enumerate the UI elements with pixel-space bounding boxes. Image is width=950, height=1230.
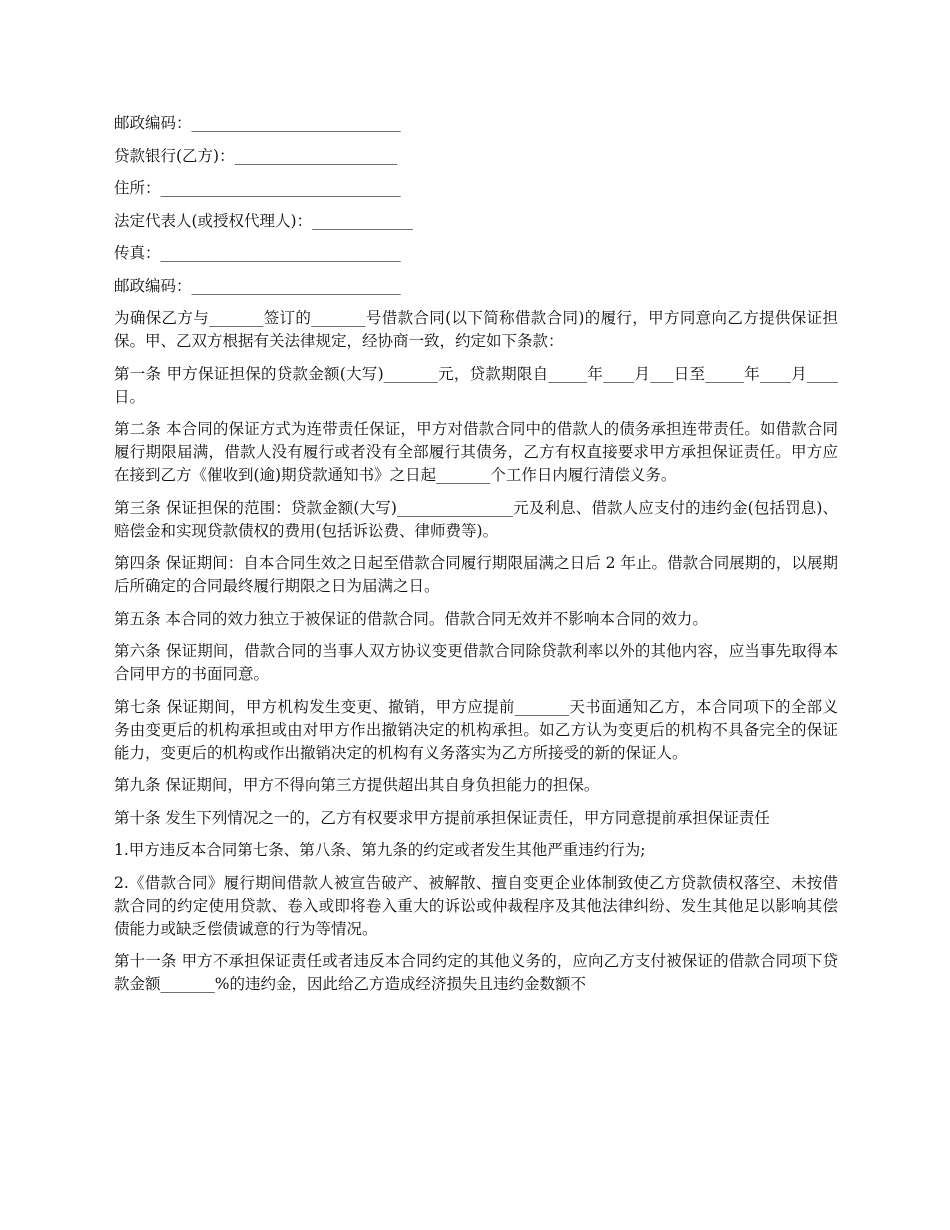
article-2: 第二条 本合同的保证方式为连带责任保证，甲方对借款合同中的借款人的债务承担连带责任。如借款合同履行期限届满，借款人没有履行或者没有全部履行其债务，乙方有权直接要求甲方承担保证责任。甲方应在接到乙方《催收到(逾)期贷款通知书》之日起_______个工作日内履行清偿义务。 [114,420,838,484]
article-5: 第五条 本合同的效力独立于被保证的借款合同。借款合同无效并不影响本合同的效力。 [114,609,708,628]
legal-representative-field: 法定代表人(或授权代理人)：_____________ [114,211,413,230]
article-9: 第九条 保证期间，甲方不得向第三方提供超出其自身负担能力的担保。 [114,776,600,794]
address-field: 住所：_______________________________ [114,179,401,197]
postal-code-field-2: 邮政编码：___________________________ [114,276,401,295]
article-6: 第六条 保证期间，借款合同的当事人双方协议变更借款合同除贷款利率以外的其他内容，应当事先取得本合同甲方的书面同意。 [114,642,838,683]
lending-bank-field: 贷款银行(乙方)：_____________________ [114,146,398,165]
article-11: 第十一条 甲方不承担保证责任或者违反本合同约定的其他义务的，应向乙方支付被保证的借款合同项下贷款金额_______%的违约金，因此给乙方造成经济损失且违约金数额不 [114,952,838,993]
article-10: 第十条 发生下列情况之一的，乙方有权要求甲方提前承担保证责任，甲方同意提前承担保证责任 [114,808,770,827]
article-7: 第七条 保证期间，甲方机构发生变更、撤销，甲方应提前_______天书面通知乙方，本合同项下的全部义务由变更后的机构承担或由对甲方作出撤销决定的机构承担。如乙方认为变更后的机构不具备完全的保证能力，变更后的机构或作出撤销决定的机构有义务落实为乙方所接受的新的保证人。 [114,697,838,762]
article-10-item-2: 2.《借款合同》履行期间借款人被宣告破产、被解散、擅自变更企业体制致使乙方贷款债权落空、未按借款合同的约定使用贷款、卷入或即将卷入重大的诉讼或仲裁程序及其他法律纠纷、发生其他足以影响其偿债能力或缺乏偿债诚意的行为等情况。 [114,873,838,938]
preamble-paragraph: 为确保乙方与_______签订的_______号借款合同(以下简称借款合同)的履行，甲方同意向乙方提供保证担保。甲、乙双方根据有关法律规定，经协商一致，约定如下条款： [114,309,838,350]
postal-code-field-1: 邮政编码：___________________________ [114,114,401,132]
article-3: 第三条 保证担保的范围：贷款金额(大写)_______________元及利息、借款人应支付的违约金(包括罚息)、赔偿金和实现贷款债权的费用(包括诉讼费、律师费等)。 [114,498,838,540]
article-10-item-1: 1.甲方违反本合同第七条、第八条、第九条的约定或者发生其他严重违约行为; [114,841,646,859]
article-1: 第一条 甲方保证担保的贷款金额(大写)_______元，贷款期限自_____年____月___日至_____年____月____日。 [114,364,838,406]
article-4: 第四条 保证期间：自本合同生效之日起至借款合同履行期限届满之日后 2 年止。借款合同展期的，以展期后所确定的合同最终履行期限之日为届满之日。 [114,554,838,595]
fax-field: 传真：_______________________________ [114,244,401,262]
